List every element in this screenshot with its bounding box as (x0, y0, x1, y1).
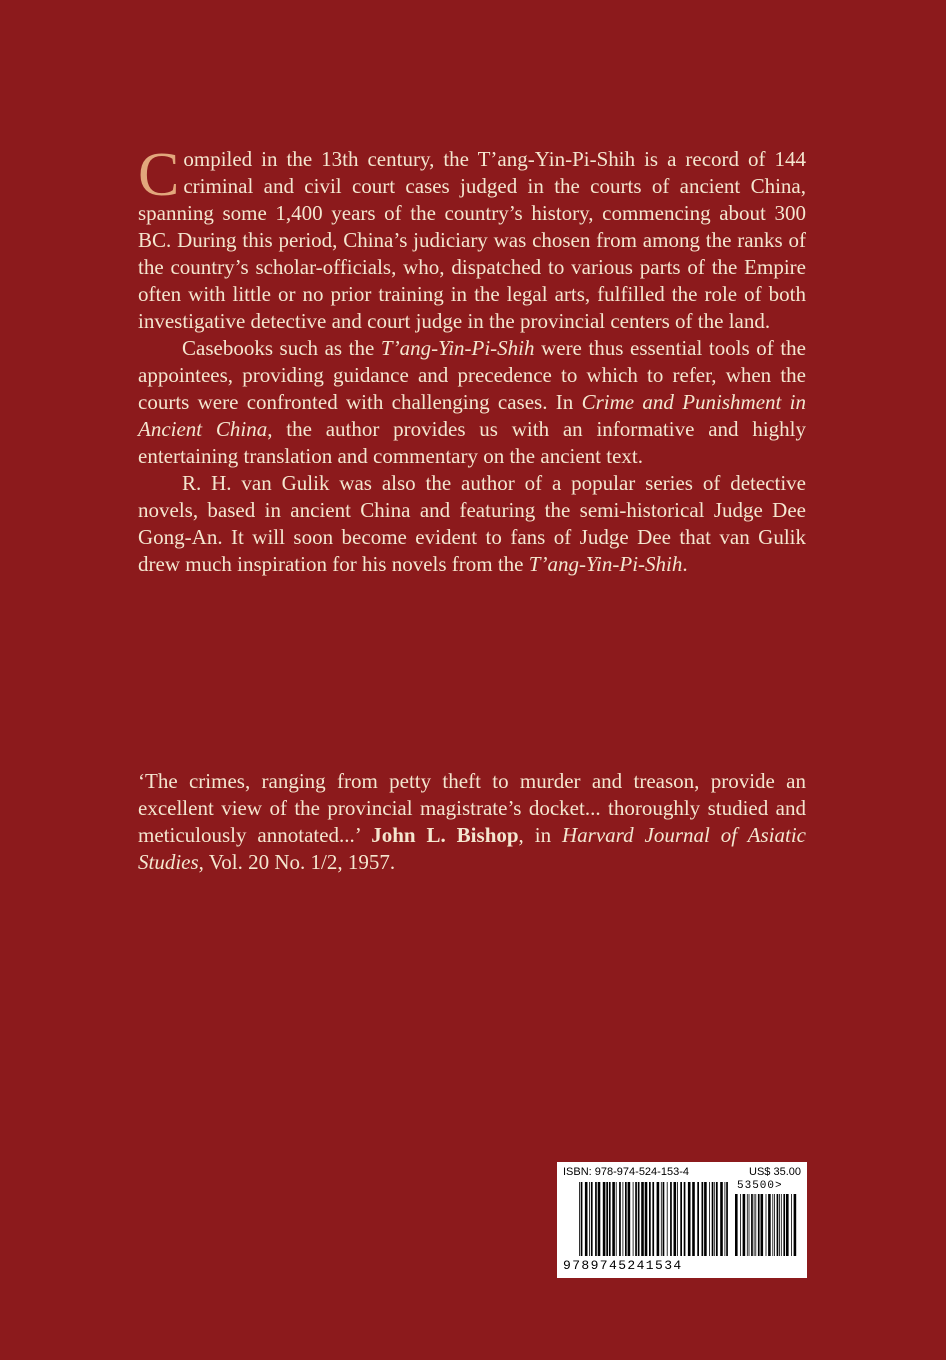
supplement-number: 53500> (737, 1180, 783, 1192)
book-title-italic: Crime and Punishment in Ancient China (138, 390, 806, 441)
quote-text: ‘The crimes, ranging from petty theft to murder and treason, provide an excellent view of the provincial magistrate’s docket... thoroughly studied and meticulously annotated...’ (138, 769, 806, 847)
isbn-label: ISBN: 978-974-524-153-4 (563, 1166, 689, 1178)
quote-connector: , in (518, 823, 563, 847)
blurb-text: R. H. van Gulik was also the author of a popular series of detective novels, based in ancient China and featuring the semi-historical Judge Dee Gong-An. It will soon become evident to fans of Judge Dee that van Gulik drew much inspiration for his novels from the (138, 471, 806, 576)
blurb-paragraph-2 (138, 335, 806, 470)
blurb-paragraph-3 (138, 470, 806, 578)
blurb-text: Casebooks such as the (182, 336, 381, 360)
quote-citation: , Vol. 20 No. 1/2, 1957. (198, 850, 396, 874)
isbn-barcode (557, 1162, 807, 1278)
blurb-text: were thus essential tools of the appointees, providing guidance and precedence to which to refer, when the courts were confronted with challenging cases. In (138, 336, 807, 414)
blurb-paragraph-1-text: ompiled in the 13th century, the T’ang-Yin-Pi-Shih is a record of 144 criminal and civil court cases judged in the courts of ancient China, spanning some 1,400 years of the country’s history, commencing about 300 BC. During this period, China’s judiciary was chosen from among the ranks of the country’s scholar-officials, who, dispatched to various parts of the Empire often with little or no prior training in the legal arts, fulfilled the role of both investigative detective and court judge in the provincial centers of the land. (138, 147, 806, 333)
barcode-header (563, 1164, 801, 1180)
book-title-italic: T’ang-Yin-Pi-Shih (380, 336, 535, 360)
blurb-text: , the author provides us with an informative and highly entertaining translation and commentary on the ancient text. (138, 417, 806, 468)
back-cover-blurb (138, 141, 807, 578)
price-label: US$ 35.00 (749, 1166, 801, 1178)
review-quote (138, 768, 806, 876)
quote-journal: Harvard Journal of Asiatic Studies (138, 823, 806, 874)
quote-author: John L. Bishop (371, 823, 519, 847)
blurb-paragraph-1 (138, 141, 806, 335)
supplement-barcode-bars (735, 1194, 797, 1256)
blurb-text: . (682, 552, 688, 576)
ean13-barcode-bars (579, 1182, 729, 1256)
book-title-italic: T’ang-Yin-Pi-Shih (528, 552, 683, 576)
drop-cap: C (138, 141, 180, 209)
barcode-digits: 9789745241534 (563, 1258, 683, 1273)
